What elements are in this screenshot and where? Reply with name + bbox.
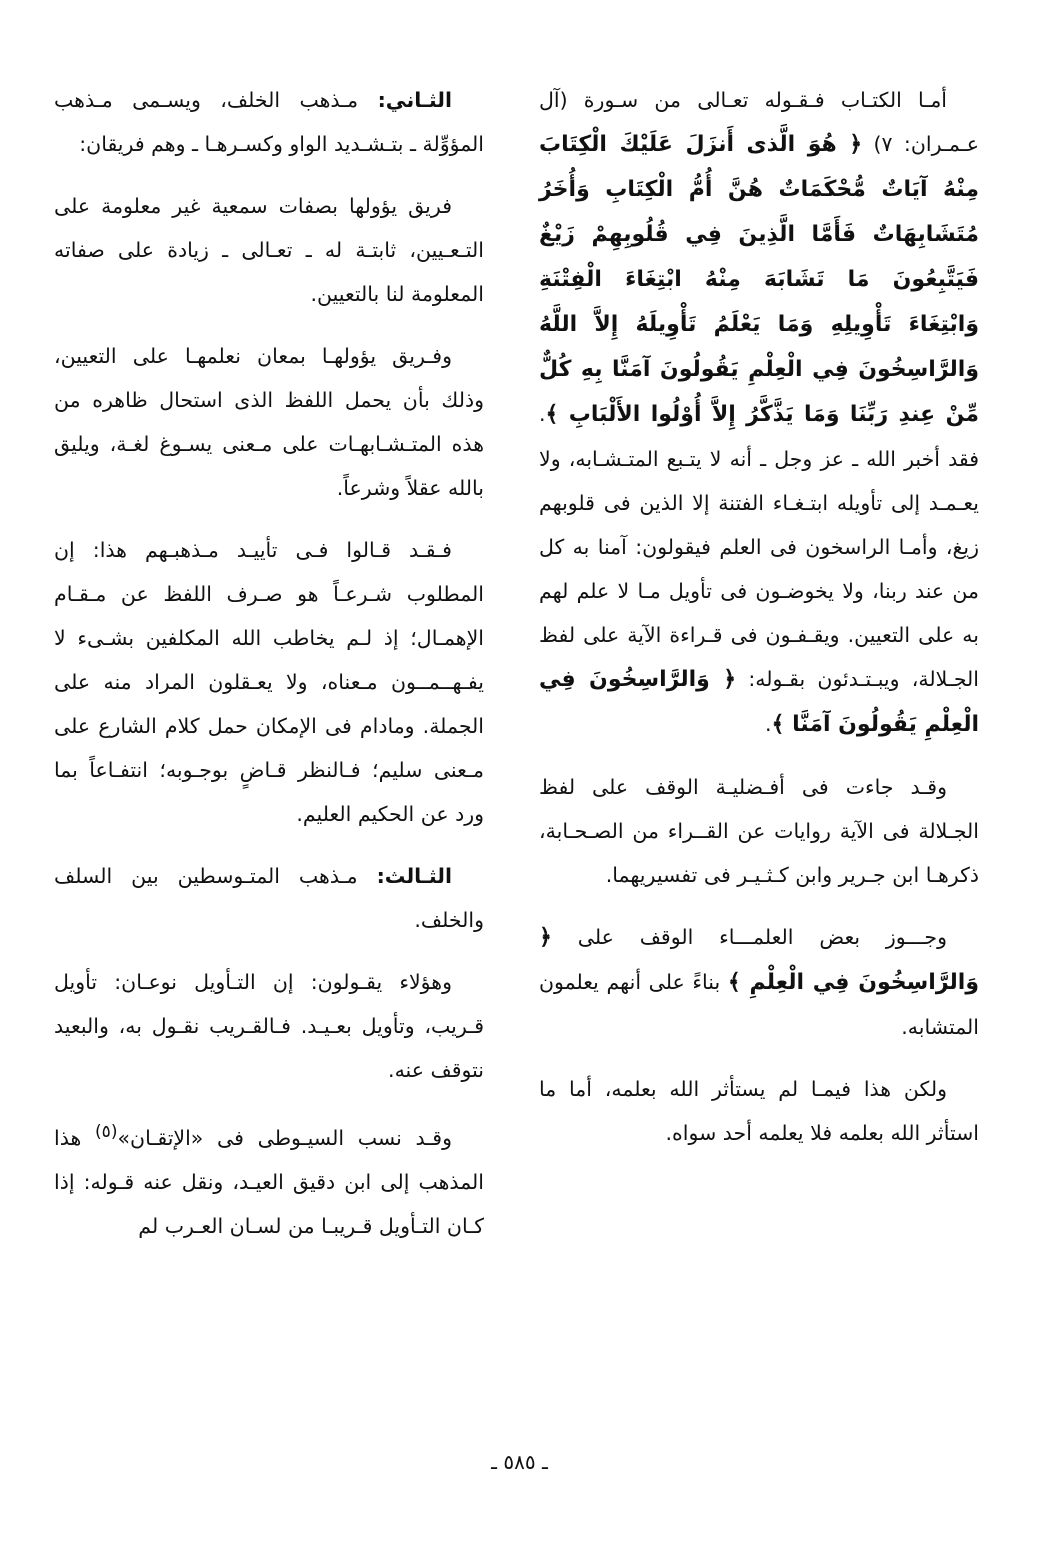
right-column bbox=[539, 78, 979, 1173]
paragraph-text: أمـا الكتـاب فـقـوله تعـالى من سـورة (آل عـمـران: ٧) bbox=[539, 88, 979, 156]
section-heading: الثـالث: bbox=[376, 864, 452, 888]
paragraph-text: وفـريق يؤولهـا بمعان نعلمهـا على التعيين، وذلك بأن يحمل اللفظ الذى استحال ظاهره من هذه المتـشـابهـات على مـعنى يسـوغ لغـة، ويليق بالله عقلاً وشرعاً. bbox=[54, 344, 484, 500]
paragraph-text: وجـــوز بعض العلمـــاء الوقف على bbox=[577, 925, 947, 949]
paragraph bbox=[539, 1067, 979, 1155]
paragraph-text: وهؤلاء يقـولون: إن التـأويل نوعـان: تأويل قـريب، وتأويل بعـيـد. فـالقـريب نقـول به، والبعيد نتوقف عنه. bbox=[54, 970, 484, 1082]
page-number: ـ ٥٨٥ ـ bbox=[491, 1450, 548, 1474]
paragraph-text: مـذهب الخلف، ويسـمى مـذهب المؤوِّلة ـ بتـشـديد الواو وكسـرهـا ـ وهم فريقان: bbox=[54, 88, 484, 156]
paragraph-text: وقـد نسب السيـوطى فى «الإتقـان» bbox=[117, 1125, 452, 1150]
footnote-marker: (٥) bbox=[94, 1122, 118, 1142]
paragraph bbox=[54, 854, 484, 942]
paragraph-text: وقـد جاءت فى أفـضليـة الوقف على لفظ الجـلالة فى الآية روايات عن القــراء من الصـحـابة، ذكرهـا ابن جـرير وابن كـثـيـر فى تفسيريهما. bbox=[539, 775, 979, 887]
paragraph bbox=[54, 184, 484, 316]
quran-verse: ﴿ وَالرَّاسِخُونَ فِي الْعِلْمِ يَقُولُونَ آمَنَّا ﴾ bbox=[539, 667, 979, 737]
paragraph-text: فريق يؤولها بصفات سمعية غير معلومة على التـعـيين، ثابتـة له ـ تعـالى ـ زيادة على صفاته المعلومة لنا بالتعيين. bbox=[54, 194, 484, 306]
paragraph bbox=[54, 78, 484, 166]
paragraph-text: بناءً على أنهم يعلمون المتشابه. bbox=[539, 970, 979, 1039]
left-column bbox=[54, 78, 484, 1266]
paragraph bbox=[54, 1110, 484, 1248]
paragraph bbox=[54, 960, 484, 1092]
paragraph-text: . فقد أخبر الله ـ عز وجل ـ أنه لا يتـبع المتـشـابه، ولا يعـمـد إلى تأويله ابتـغـاء الفتنة إلا الذين فى قلوبهم زيغ، وأمـا الراسخون فى العلم فيقولون: آمنا به كل من عند ربنا، ولا يخوضـون فى تأويل مـا لا علم لهم به على التعيين. ويقـفـون فى قـراءة الآية على لفظ الجـلالة، ويبـتـدئون بقـوله: bbox=[539, 402, 980, 691]
paragraph-text: مـذهب المتـوسطين بين السلف والخلف. bbox=[54, 864, 484, 932]
paragraph-text: ولكن هذا فيمـا لم يستأثر الله بعلمه، أما ما استأثر الله بعلمه فلا يعلمه أحد سواه. bbox=[539, 1077, 979, 1145]
section-heading: الثـاني: bbox=[377, 88, 452, 112]
paragraph bbox=[539, 765, 979, 897]
quran-verse: ﴿ هُوَ الَّذى أَنزَلَ عَلَيْكَ الْكِتَابَ مِنْهُ آيَاتٌ مُّحْكَمَاتٌ هُنَّ أُمُّ الْكِتَابِ وَأُخَرُ مُتَشَابِهَاتٌ فَأَمَّا الَّذِينَ فِي قُلُوبِهِمْ زَيْغٌ فَيَتَّبِعُونَ مَا تَشَابَهَ مِنْهُ ابْتِغَاءَ الْفِتْنَةِ وَابْتِغَاءَ تَأْوِيلِهِ وَمَا يَعْلَمُ تَأْوِيلَهُ إِلاَّ اللَّهُ وَالرَّاسِخُونَ فِي الْعِلْمِ يَقُولُونَ آمَنَّا بِهِ كُلٌّ مِّنْ عِندِ رَبِّنَا وَمَا يَذَّكَّرُ إِلاَّ أُوْلُوا الأَلْبَابِ ﴾ bbox=[539, 132, 979, 427]
punctuation: . bbox=[765, 712, 772, 736]
paragraph bbox=[54, 334, 484, 510]
paragraph bbox=[539, 78, 979, 747]
paragraph-text: هذا المذهب إلى ابن دقيق العيـد، ونقل عنه قـوله: إذا كـان التـأويل قـريبـا من لسـان العـرب لم bbox=[54, 1125, 484, 1238]
paragraph bbox=[539, 915, 979, 1049]
paragraph bbox=[54, 528, 484, 836]
quran-verse: ﴿ وَالرَّاسِخُونَ فِي الْعِلْمِ ﴾ bbox=[539, 925, 979, 995]
paragraph-text: فـقـد قـالوا فـى تأييـد مـذهبـهم هذا: إن المطلوب شـرعـاً هو صـرف اللفظ عن مـقـام الإهمـال؛ إذ لـم يخاطب الله المكلفين بشـىء لا يفـهــمــون مـعناه، ولا يعـقلون المراد منه على الجملة. ومادام فى الإمكان حمل كلام الشارع على مـعنى سليم؛ فـالنظر قـاضٍ بوجـوبه؛ انتفـاعاً بما ورد عن الحكيم العليم. bbox=[54, 538, 484, 826]
